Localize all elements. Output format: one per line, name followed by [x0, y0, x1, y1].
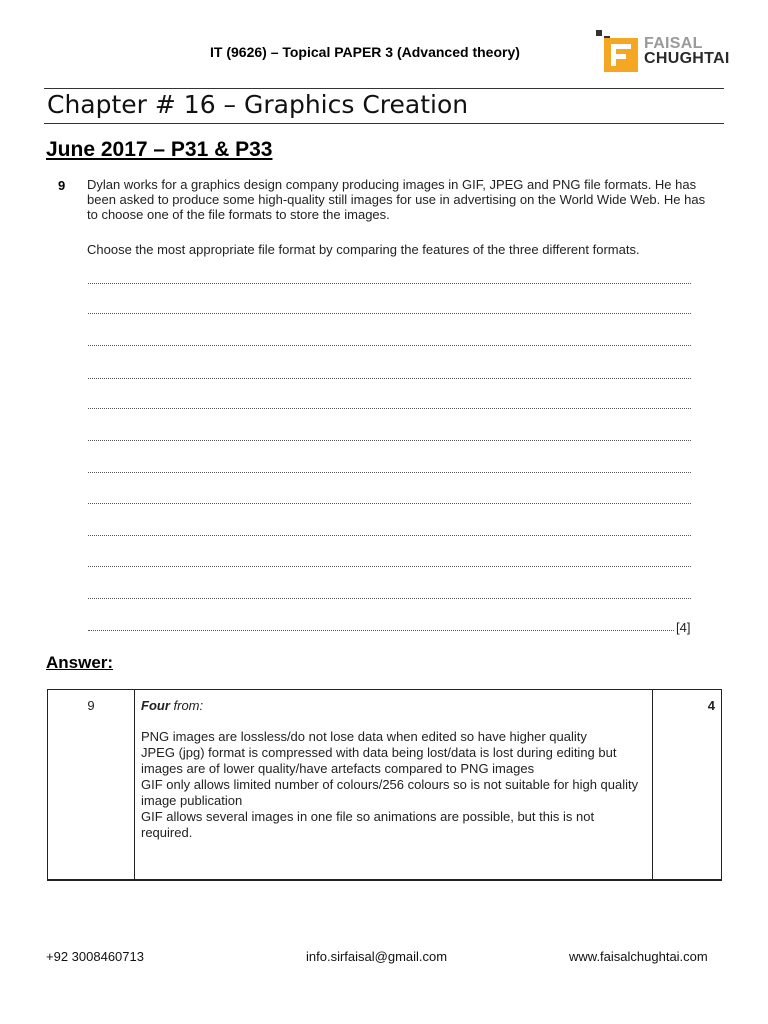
answer-point: GIF only allows limited number of colours/256 colours so is not suitable for high quality image publication	[141, 777, 639, 808]
answer-line	[88, 283, 691, 284]
answer-point: PNG images are lossless/do not lose data when edited so have higher quality	[141, 729, 587, 744]
answer-line	[88, 378, 691, 379]
divider-bottom	[44, 123, 724, 124]
answer-marks: 4	[653, 690, 722, 881]
table-row	[48, 690, 722, 881]
question-instruction: Choose the most appropriate file format by comparing the features of the three different formats.	[87, 242, 640, 257]
section-title: June 2017 – P31 & P33	[46, 138, 273, 161]
answer-point: JPEG (jpg) format is compressed with data being lost/data is lost during editing but images are of lower quality/have artefacts compared to PNG images	[141, 745, 617, 776]
answer-line	[88, 440, 691, 441]
footer-website[interactable]: www.faisalchughtai.com	[569, 949, 708, 964]
logo-line-1: FAISAL	[644, 35, 703, 52]
answer-label: Answer:	[46, 653, 114, 672]
footer-email[interactable]: info.sirfaisal@gmail.com	[306, 949, 448, 964]
chapter-title: Chapter # 16 – Graphics Creation	[47, 90, 469, 119]
logo-mark-icon	[594, 28, 642, 74]
divider-top	[44, 88, 724, 89]
question-number: 9	[58, 178, 66, 193]
footer-phone: +92 3008460713	[46, 949, 144, 964]
answer-line	[88, 313, 691, 314]
answer-line	[88, 598, 691, 599]
answer-intro-rest: from:	[169, 698, 204, 713]
logo-line-2: CHUGHTAI	[644, 50, 730, 67]
answer-line	[88, 345, 691, 346]
answer-number: 9	[48, 690, 135, 881]
question-marks: [4]	[676, 620, 691, 635]
answer-line	[88, 630, 674, 631]
answer-content	[135, 690, 653, 881]
answer-line	[88, 535, 691, 536]
faisal-chughtai-logo	[594, 28, 730, 74]
header-title: IT (9626) – Topical PAPER 3 (Advanced theory)	[210, 44, 520, 60]
answer-line	[88, 472, 691, 473]
question-text: Dylan works for a graphics design company producing images in GIF, JPEG and PNG file formats. He has been asked to produce some high-quality still images for use in advertising on the World Wide Web. He has to choose one of the file formats to store the images.	[87, 177, 706, 222]
answer-line	[88, 503, 691, 504]
answer-line	[88, 566, 691, 567]
answer-line	[88, 408, 691, 409]
answer-intro-bold: Four	[141, 698, 170, 713]
answer-point: GIF allows several images in one file so animations are possible, but this is not required.	[141, 809, 595, 840]
answer-table	[47, 689, 722, 881]
answer-intro	[141, 698, 646, 713]
